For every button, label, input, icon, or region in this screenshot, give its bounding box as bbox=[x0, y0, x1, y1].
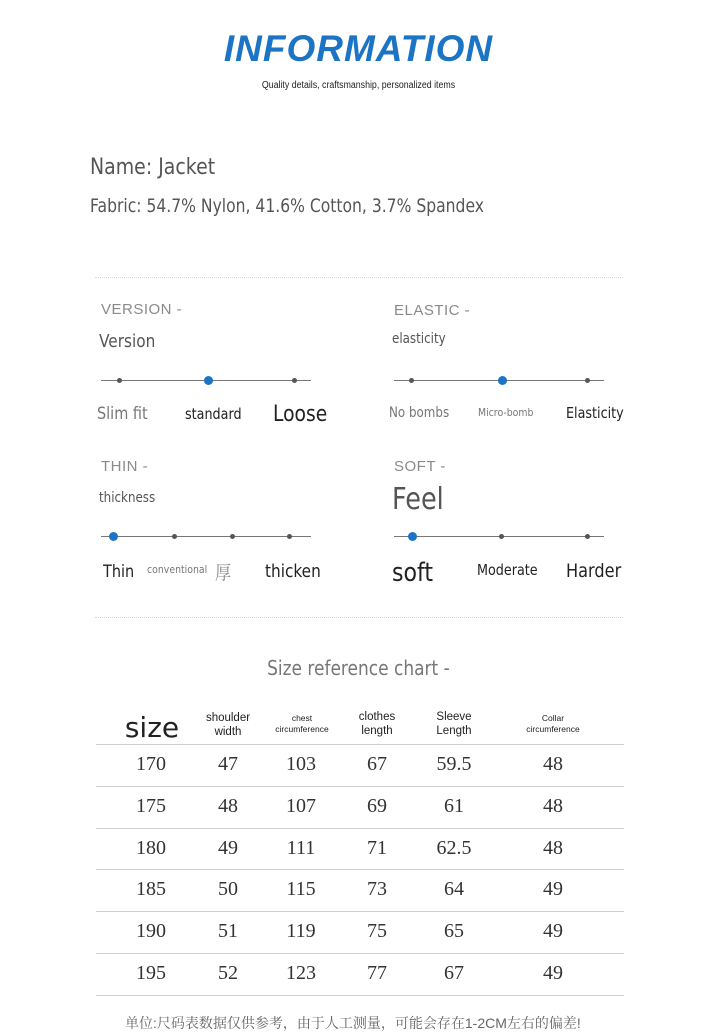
table-cell: 48 bbox=[543, 753, 563, 775]
table-cell: 59.5 bbox=[436, 753, 472, 775]
version-option-label: Loose bbox=[273, 402, 328, 427]
table-cell: 49 bbox=[543, 920, 563, 943]
thin-option-dot-1-selected[interactable] bbox=[109, 532, 118, 541]
version-title: VERSION - bbox=[101, 301, 183, 318]
elastic-option-label: No bombs bbox=[389, 405, 450, 421]
table-cell: 48 bbox=[543, 836, 563, 859]
table-cell: 48 bbox=[218, 794, 238, 817]
table-cell: 62.5 bbox=[436, 836, 472, 859]
table-cell: 52 bbox=[218, 962, 238, 984]
divider-middle bbox=[95, 617, 623, 618]
table-cell: 71 bbox=[367, 836, 387, 859]
table-cell: 119 bbox=[286, 920, 316, 943]
thin-option-dot-4[interactable] bbox=[287, 534, 292, 539]
col-header-sleeve-line1: Sleeve bbox=[436, 711, 472, 723]
table-row-divider bbox=[96, 953, 624, 954]
soft-option-dot-3[interactable] bbox=[585, 534, 590, 539]
table-cell: 67 bbox=[367, 753, 387, 775]
version-option-label: standard bbox=[185, 405, 242, 423]
thin-option-label: Thin bbox=[103, 562, 135, 582]
col-header-length-line2: length bbox=[361, 725, 393, 738]
table-cell: 195 bbox=[136, 962, 166, 984]
col-header-collar bbox=[515, 713, 591, 734]
page-title: INFORMATION bbox=[223, 28, 494, 69]
version-subtitle: Version bbox=[99, 331, 156, 352]
table-row-divider bbox=[96, 828, 624, 829]
table-cell: 115 bbox=[286, 878, 316, 901]
divider-top bbox=[95, 277, 623, 278]
thin-scale-line bbox=[101, 536, 311, 537]
version-option-dot-2-selected[interactable] bbox=[204, 376, 213, 385]
table-cell: 61 bbox=[444, 794, 464, 817]
elastic-subtitle: elasticity bbox=[392, 331, 446, 347]
table-cell: 49 bbox=[543, 962, 563, 984]
table-cell: 49 bbox=[218, 836, 238, 859]
soft-option-dot-1-selected[interactable] bbox=[408, 532, 417, 541]
table-cell: 48 bbox=[543, 794, 563, 817]
thin-option-dot-3[interactable] bbox=[230, 534, 235, 539]
col-header-collar-line1: Collar bbox=[541, 713, 565, 723]
elastic-option-label: Micro-bomb bbox=[478, 406, 534, 419]
table-row-divider bbox=[96, 744, 624, 745]
table-cell: 180 bbox=[136, 836, 166, 859]
version-option-dot-1[interactable] bbox=[117, 378, 122, 383]
size-chart-footnote: 单位:尺码表数据仅供参考，由于人工测量，可能会存在1-2CM左右的偏差! bbox=[125, 1015, 581, 1031]
table-cell: 51 bbox=[218, 920, 238, 943]
product-fabric: Fabric: 54.7% Nylon, 41.6% Cotton, 3.7% Spandex bbox=[90, 195, 484, 217]
thin-option-label: conventional bbox=[147, 563, 208, 576]
col-header-chest-line1: chest bbox=[291, 713, 313, 723]
table-cell: 47 bbox=[218, 753, 238, 775]
table-cell: 123 bbox=[286, 962, 316, 984]
thin-option-label: 厚 bbox=[215, 562, 232, 584]
soft-option-label: Moderate bbox=[477, 561, 538, 579]
table-row-divider bbox=[96, 911, 624, 912]
col-header-collar-line2: circumference bbox=[526, 723, 580, 734]
elastic-option-dot-2-selected[interactable] bbox=[498, 376, 507, 385]
col-header-chest-line2: circumference bbox=[275, 723, 329, 734]
table-row-divider bbox=[96, 995, 624, 996]
table-cell: 67 bbox=[444, 962, 464, 984]
page-subtitle: Quality details, craftsmanship, personalized items bbox=[261, 80, 456, 91]
thin-option-label: thicken bbox=[265, 561, 321, 582]
table-cell: 170 bbox=[136, 753, 166, 775]
table-cell: 111 bbox=[286, 836, 316, 859]
col-header-sleeve bbox=[418, 710, 490, 739]
version-option-label: Slim fit bbox=[97, 404, 148, 424]
table-cell: 65 bbox=[444, 920, 464, 943]
table-cell: 69 bbox=[367, 794, 387, 817]
thin-subtitle: thickness bbox=[99, 490, 156, 506]
table-cell: 73 bbox=[367, 878, 387, 901]
table-cell: 190 bbox=[136, 920, 166, 943]
elastic-option-label: Elasticity bbox=[566, 404, 624, 422]
col-header-shoulder-line2: width bbox=[214, 726, 242, 739]
size-chart-heading-text: Size reference chart - bbox=[267, 656, 450, 680]
soft-option-label: Harder bbox=[566, 560, 622, 582]
soft-option-dot-2[interactable] bbox=[499, 534, 504, 539]
thin-title: THIN - bbox=[101, 458, 149, 475]
soft-title: SOFT - bbox=[394, 458, 446, 475]
col-header-shoulder-line1: shoulder bbox=[205, 712, 251, 724]
size-chart-heading bbox=[0, 656, 717, 680]
col-header-sleeve-line2: Length bbox=[436, 725, 472, 738]
table-cell: 49 bbox=[543, 878, 563, 901]
col-header-chest bbox=[266, 713, 338, 734]
table-cell: 103 bbox=[286, 753, 316, 775]
product-name: Name: Jacket bbox=[90, 155, 216, 180]
table-cell: 77 bbox=[367, 962, 387, 984]
table-cell: 50 bbox=[218, 878, 238, 901]
soft-subtitle: Feel bbox=[392, 482, 444, 517]
col-header-length-line1: clothes bbox=[358, 711, 396, 723]
col-header-length bbox=[341, 710, 413, 739]
col-header-size: size bbox=[124, 711, 180, 744]
table-cell: 175 bbox=[136, 794, 166, 817]
soft-option-label: soft bbox=[392, 558, 434, 588]
elastic-option-dot-3[interactable] bbox=[585, 378, 590, 383]
table-row-divider bbox=[96, 786, 624, 787]
table-cell: 75 bbox=[367, 920, 387, 943]
thin-option-dot-2[interactable] bbox=[172, 534, 177, 539]
table-cell: 185 bbox=[136, 878, 166, 901]
elastic-option-dot-1[interactable] bbox=[409, 378, 414, 383]
version-option-dot-3[interactable] bbox=[292, 378, 297, 383]
elastic-title: ELASTIC - bbox=[394, 302, 471, 319]
table-row-divider bbox=[96, 869, 624, 870]
table-cell: 64 bbox=[444, 878, 464, 901]
table-cell: 107 bbox=[286, 794, 316, 817]
col-header-shoulder bbox=[192, 711, 264, 740]
